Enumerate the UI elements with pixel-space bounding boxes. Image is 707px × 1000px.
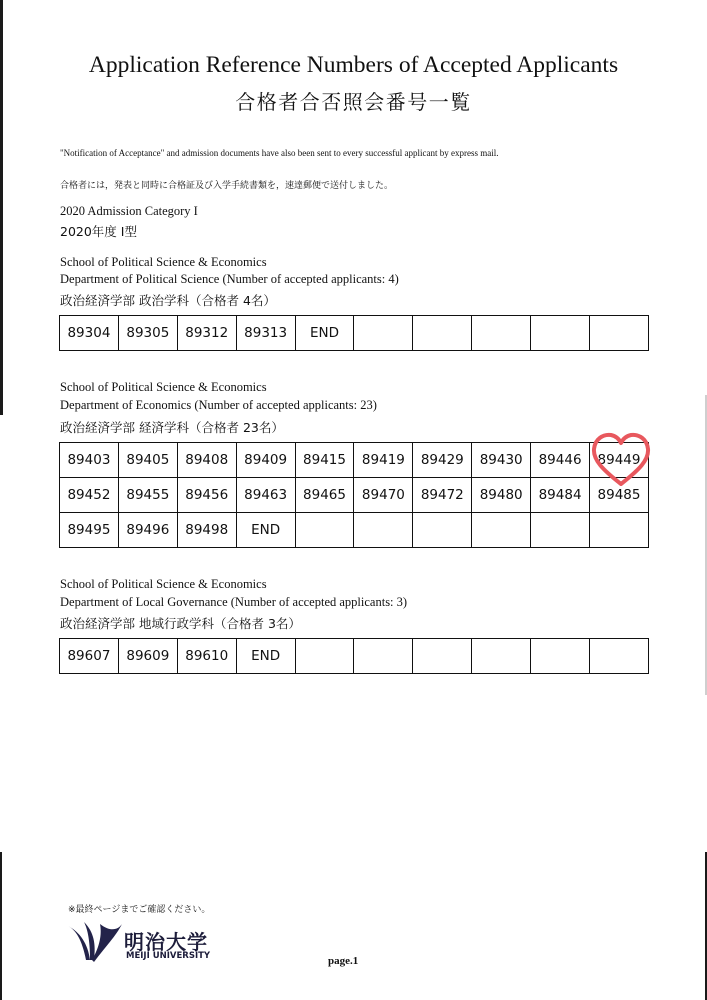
number-cell: 89484 — [531, 478, 590, 513]
section-department: Department of Political Science (Number of accepted applicants: 4) — [60, 272, 399, 286]
number-cell — [531, 316, 590, 351]
number-table-local-governance — [59, 638, 649, 674]
page-edge-left-lower — [0, 852, 2, 1000]
number-table-political-science — [59, 315, 649, 351]
logo-text-ja: 明治大学 — [124, 930, 208, 954]
number-cell — [413, 316, 472, 351]
footer-note: ※最終ページまでご確認ください。 — [68, 905, 211, 915]
number-cell: 89498 — [177, 513, 236, 548]
table-row — [60, 316, 649, 351]
number-cell — [413, 639, 472, 674]
number-cell — [590, 316, 649, 351]
number-cell: 89408 — [177, 443, 236, 478]
section-school: School of Political Science & Economics — [60, 577, 267, 591]
number-cell — [295, 639, 354, 674]
number-cell: 89463 — [236, 478, 295, 513]
number-cell: END — [295, 316, 354, 351]
section-school: School of Political Science & Economics — [60, 255, 267, 269]
table-row — [60, 639, 649, 674]
number-cell: 89455 — [118, 478, 177, 513]
number-table-economics — [59, 442, 649, 548]
page-title-en: Application Reference Numbers of Accepted Applicants — [88, 52, 619, 78]
section-title-ja: 政治経済学部 経済学科（合格者 23名） — [60, 420, 284, 435]
number-cell: 89430 — [472, 443, 531, 478]
number-cell: 89610 — [177, 639, 236, 674]
number-cell: 89480 — [472, 478, 531, 513]
number-cell — [472, 316, 531, 351]
logo-text-en: MEIJI UNIVERSITY — [126, 951, 211, 961]
number-cell — [472, 513, 531, 548]
number-cell: 89305 — [118, 316, 177, 351]
number-cell: 89313 — [236, 316, 295, 351]
number-cell: 89409 — [236, 443, 295, 478]
table-row — [60, 478, 649, 513]
number-cell — [295, 513, 354, 548]
number-cell — [354, 316, 413, 351]
number-cell — [472, 639, 531, 674]
number-cell: 89496 — [118, 513, 177, 548]
number-cell: 89465 — [295, 478, 354, 513]
number-cell: 89304 — [60, 316, 119, 351]
section-department: Department of Local Governance (Number of accepted applicants: 3) — [60, 595, 408, 609]
number-cell: 89470 — [354, 478, 413, 513]
number-cell: 89405 — [118, 443, 177, 478]
number-cell: 89485 — [590, 478, 649, 513]
number-cell: 89456 — [177, 478, 236, 513]
number-cell: 89312 — [177, 316, 236, 351]
admission-category-en: 2020 Admission Category I — [60, 204, 198, 218]
page-title-ja: 合格者合否照会番号一覧 — [235, 90, 472, 114]
number-cell: END — [236, 513, 295, 548]
number-cell — [590, 639, 649, 674]
number-cell: 89495 — [60, 513, 119, 548]
number-cell: 89429 — [413, 443, 472, 478]
meiji-university-logo — [66, 918, 226, 970]
number-cell: 89419 — [354, 443, 413, 478]
section-title-ja: 政治経済学部 政治学科（合格者 4名） — [60, 293, 276, 308]
number-cell — [354, 513, 413, 548]
table-row — [60, 513, 649, 548]
number-cell — [531, 639, 590, 674]
number-cell — [354, 639, 413, 674]
notice-ja: 合格者には，発表と同時に合格証及び入学手続書類を，速達郵便で送付しました。 — [60, 181, 394, 191]
page-number: page.1 — [328, 955, 359, 967]
number-cell: 89609 — [118, 639, 177, 674]
number-cell: END — [236, 639, 295, 674]
section-title-ja: 政治経済学部 地域行政学科（合格者 3名） — [60, 616, 301, 631]
notice-en: "Notification of Acceptance" and admission documents have also been sent to every successful applicant by express mail. — [60, 148, 499, 158]
meiji-logo-mark-icon — [66, 920, 124, 966]
number-cell: 89446 — [531, 443, 590, 478]
highlighted-number-cell — [590, 443, 649, 478]
number-cell: 89472 — [413, 478, 472, 513]
admission-category-ja: 2020年度 Ⅰ型 — [60, 224, 137, 239]
number-cell — [531, 513, 590, 548]
section-school: School of Political Science & Economics — [60, 380, 267, 394]
number-cell: 89452 — [60, 478, 119, 513]
number-cell — [590, 513, 649, 548]
highlighted-number: 89449 — [597, 452, 641, 468]
number-cell: 89415 — [295, 443, 354, 478]
section-department: Department of Economics (Number of accepted applicants: 23) — [60, 398, 377, 412]
number-cell: 89403 — [60, 443, 119, 478]
table-row — [60, 443, 649, 478]
number-cell — [413, 513, 472, 548]
number-cell: 89607 — [60, 639, 119, 674]
